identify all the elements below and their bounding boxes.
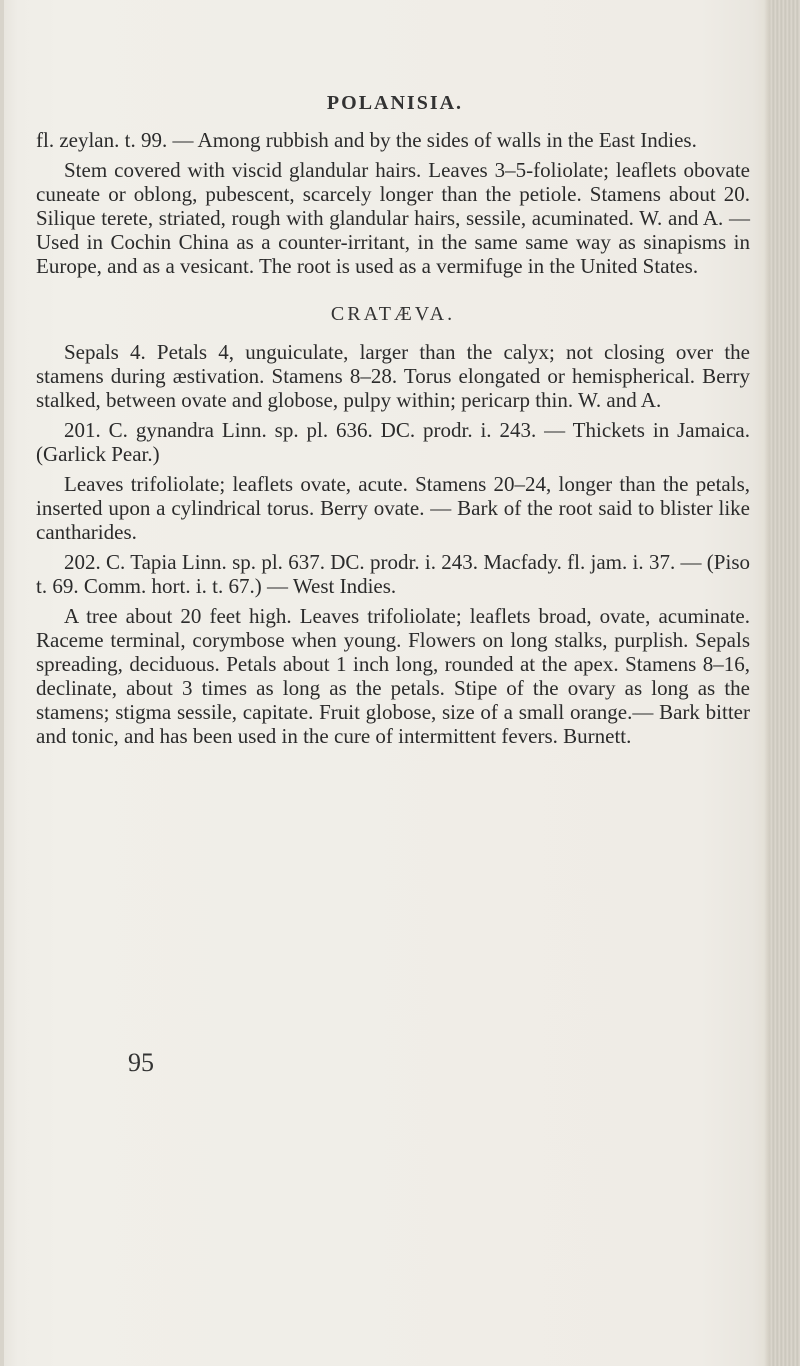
species-description: Leaves trifoliolate; leaflets ovate, acute. Stamens 20–24, longer than the petals, inserted upon a cylindrical torus. Berry ovate. — Bark of the root said to blister like cantharides. bbox=[36, 472, 750, 544]
genus-description: Sepals 4. Petals 4, unguiculate, larger than the calyx; not closing over the stamens during æstivation. Stamens 8–28. Torus elongated or hemispherical. Berry stalked, between ovate and globose, pulpy within; pericarp thin. W. and A. bbox=[36, 340, 750, 412]
page-left-edge bbox=[0, 0, 4, 1366]
continuation-habitat: fl. zeylan. t. 99. — Among rubbish and by the sides of walls in the East Indies. bbox=[36, 128, 697, 152]
running-header: POLANISIA. bbox=[326, 92, 464, 114]
species-description: A tree about 20 feet high. Leaves trifoliolate; leaflets broad, ovate, acuminate. Raceme terminal, corymbose when young. Flowers on long stalks, purplish. Sepals spreading, deciduous. Petals about 1 inch long, rounded at the apex. Stamens 8–16, declinate, about 3 times as long as the petals. Stipe of the ovary as long as the stamens; stigma sessile, capitate. Fruit globose, size of a small orange.— Bark bitter and tonic, and has been used in the cure of intermittent fevers. Burnett. bbox=[36, 604, 750, 748]
page-stack-edge bbox=[770, 0, 800, 1366]
species-heading: 201. C. gynandra Linn. sp. pl. 636. DC. prodr. i. 243. — Thickets in Jamaica. (Garlick Pear.) bbox=[36, 418, 750, 466]
page-body bbox=[36, 128, 750, 754]
page-number: 95 bbox=[128, 1048, 154, 1077]
species-heading: 202. C. Tapia Linn. sp. pl. 637. DC. prodr. i. 243. Macfady. fl. jam. i. 37. — (Piso t. 69. Comm. hort. i. t. 67.) — West Indies. bbox=[36, 550, 750, 598]
genus-title: CRATÆVA. bbox=[330, 303, 456, 325]
continuation-description: Stem covered with viscid glandular hairs. Leaves 3–5-foliolate; leaflets obovate cuneate or oblong, pubescent, scarcely longer than the petiole. Stamens about 20. Silique terete, striated, rough with glandular hairs, sessile, acuminated. W. and A. — Used in Cochin China as a counter-irritant, in the same same way as sinapisms in Europe, and as a vesicant. The root is used as a vermifuge in the United States. bbox=[36, 158, 750, 278]
